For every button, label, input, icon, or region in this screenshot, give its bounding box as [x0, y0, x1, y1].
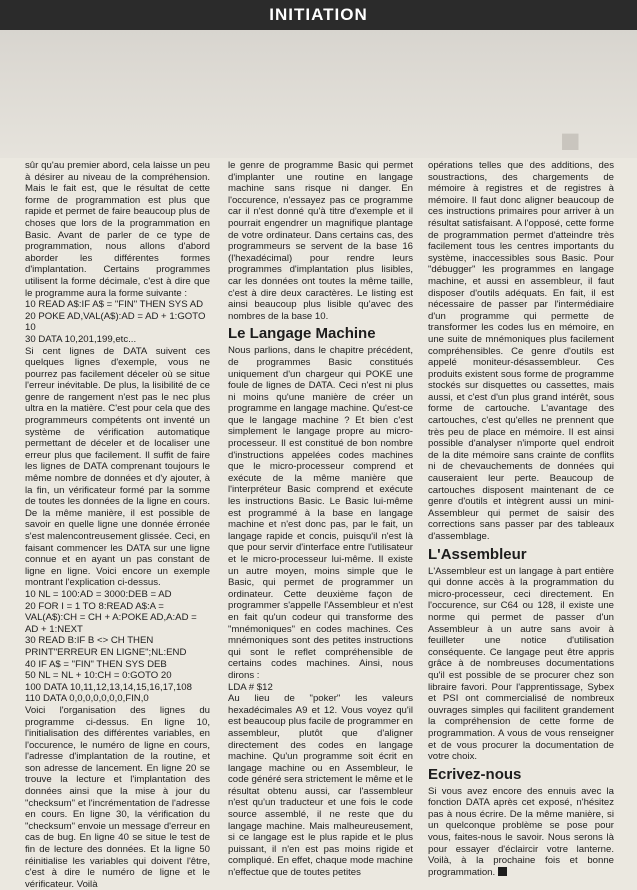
bleed-through-band	[0, 30, 637, 158]
paragraph: opérations telles que des additions, des soustractions, des chargements de mémoire à registres et de registres à mémoire. Il faut donc aligner beaucoup de ces instructions primaires pour arriver à un résultat satisfaisant. A l'opposé, cette forme de programmation permet d'atteindre très facilement tous les centres importants du système, inaccessibles sous Basic. Pour "débugger" les programmes en langage machine, et aussi en assembleur, il faut disposer d'outils adéquats. En fait, il est nécessaire de passer par l'intermédiaire d'un programme qui permette de transformer les codes lus en mémoire, en une suite de mnémoniques plus facilement compréhensibles. Ce genre d'outils est appelé moniteur-désassembleur. Ces produits existent sous forme de programme stockés sur disquettes ou cassettes, mais aussi, et c'est d'un plus grand intérêt, sous forme de cartouche. L'avantage des cartouches, c'est qu'elles ne prennent que très peu de place en mémoire. Il est ainsi possible d'analyser n'importe quel endroit de la dite mémoire sans crainte de conflits ni de chevauchements de données qui causeraient leur perte. Beaucoup de cartouches disposent maintenant de ce genre d'outils et intègrent aussi un mini-Assembleur qui permet de saisir des corrections sans passer par des tableaux d'assemblage.	[428, 160, 614, 542]
text-column-2	[228, 160, 413, 879]
section-heading: Ecrivez-nous	[428, 765, 522, 783]
page-header-bar	[0, 0, 637, 30]
code-listing: 10 NL = 100:AD = 3000:DEB = AD 20 FOR I = 1 TO 8:READ A$:A = VAL(A$):CH = CH + A:POKE AD,A:AD = AD + 1:NEXT 30 READ B:IF B <> CH THEN PRINT"ERREUR EN LIGNE";NL:END 40 IF A$ = "FIN" THEN SYS DEB 50 NL = NL + 10:CH = 0:GOTO 20 100 DATA 10,11,12,13,14,15,16,17,108 110 DATA 0,0,0,0,0,0,0,FIN,0	[25, 588, 197, 705]
text-column-3	[428, 160, 614, 878]
section-title: INITIATION	[269, 5, 368, 24]
code-listing: 10 READ A$:IF A$ = "FIN" THEN SYS AD 20 POKE AD,VAL(A$):AD = AD + 1:GOTO 10 30 DATA 10,201,199,etc...	[25, 299, 206, 345]
paragraph: Au lieu de "poker" les valeurs hexadécimales A9 et 12. Vous voyez qu'il est beaucoup plus facile de programmer en assembleur, plutôt que d'aligner directement des codes en langage machine. Qu'un programme soit écrit en langage machine ou en Assembleur, le code généré sera strictement le même et le résultat obtenu aussi, car l'assembleur n'est qu'un traducteur et une fois le code source assemblé, il ne reste que du langage machine. Mais malheureusement, si ce langage est le plus rapide et le plus puissant, il n'en est pas moins rigide et compliqué. En effet, chaque mode machine n'effectue que de toutes petites	[228, 693, 413, 879]
code-listing: LDA # $12	[228, 681, 273, 693]
section-heading: Le Langage Machine	[228, 325, 376, 343]
end-of-article-mark-icon	[498, 867, 507, 876]
paragraph: Si cent lignes de DATA suivent ces quelques lignes d'exemple, vous ne pourrez pas facilement déceler où se situe l'erreur inévitable. De plus, la lisibilité de ce genre de rangement n'est pas le nec plus ultra en la matière. C'est pour cela que des programmeurs compétents ont inventé un système de vérification automatique permettant de déceler et de localiser une erreur plus que facilement. Il suffit de faire les lignes de DATA comprenant toujours le même nombre de données et d'y ajouter, à la fin, un vérificateur formé par la somme de toutes les données de la ligne en cours. De la même manière, il est possible de savoir en quelle ligne une donnée érronée s'est malencontreusement glissée. Ceci, en faisant commencer les DATA sur une ligne connue et en ayant un pas constant de ligne en ligne. Voici encore un exemple montrant l'explication ci-dessus.	[25, 345, 210, 589]
paragraph: Voici l'organisation des lignes du programme ci-dessus. En ligne 10, l'initialisation des différentes variables, en l'occurence, le numéro de ligne en cours, l'adresse d'implantation de la routine, et son adresse de lancement. En ligne 20 se trouve la lecture et l'implantation des données ainsi que la mise à jour du "checksum" et l'incrémentation de l'adresse en cours. En ligne 30, la vérification du "checksum" envoie un message d'erreur en cas de bug. En ligne 40 se situe le test de fin de lecture des données. Et la ligne 50 réinitialise les variables qui doivent l'être, c'est à dire le numéro de ligne et le vérificateur. Voilà	[25, 704, 210, 890]
paragraph: L'Assembleur est un langage à part entière qui donne accès à la programmation du micro-processeur, ceci directement. En l'occurence, sur C64 ou 128, il existe une norme qui permet de passer d'un Assembleur à un autre sans avoir à feuilleter une notice d'utilisation conséquente. Ce langage peut être appris grâce à de nombreuses documentations qu'il est possible de se procurer chez son libraire favori. Pour l'apprentissage, Sybex et PSI ont commercialisé de nombreux ouvrages simples qui facilitent grandement la compréhension de cette forme de programmation. A vous de vous renseigner et de vous procurer la documentation de votre choix.	[428, 565, 614, 763]
section-heading: L'Assembleur	[428, 545, 527, 563]
bleed-through-shape: ■	[560, 122, 581, 160]
paragraph: le genre de programme Basic qui permet d'implanter une routine en langage machine sans risque ni danger. En l'occurence, n'essayez pas ce programme car il n'est donné qu'à titre d'exemple et il pourrait engendrer un magnifique plantage de votre ordinateur. Dans certains cas, des programmeurs se servent de la base 16 (l'hexadécimal) pour rendre leurs programmes d'implantation plus lisibles, car les données ont toutes la même taille, c'est à dire deux caractères. Le listing est ainsi beaucoup plus lisible qu'avec des nombres de la base 10.	[228, 160, 413, 322]
paragraph: sûr qu'au premier abord, cela laisse un peu à désirer au niveau de la compréhension. Mais le fait est, que le résultat de cette forme de programmation est plus que rapide et permet de faire beaucoup plus de choses que lors de la programmation en Basic. Avant de parler de ce type de programmation, nous allons d'abord aborder les différentes formes d'implantation. Certains programmes utilisent la forme décimale, c'est à dire que le programme aura la forme suivante :	[25, 160, 210, 299]
paragraph-text: Si vous avez encore des ennuis avec la fonction DATA après cet exposé, n'hésitez pas à nous écrire. De la même manière, si un quelconque problème se pose pour vous, faites-nous le savoir. Nous serons là pour essayer d'éclaircir votre lanterne. Voilà, à la prochaine fois et bonne programmation.	[428, 785, 614, 878]
closing-paragraph	[428, 786, 614, 879]
text-column-1	[25, 160, 210, 890]
paragraph: Nous parlions, dans le chapitre précédent, de programmes Basic constitués uniquement d'un chargeur qui POKE une foule de lignes de DATA. Ceci n'est ni plus ni moins qu'une manière de créer un programme en langage machine. Qu'est-ce que le langage machine ? Et bien c'est simplement le langage propre au micro-processeur. Il est constitué de bon nombre d'instructions appelées codes machines que le micro-processeur comprend et exécute de la même manière que l'interpréteur Basic comprend et exécute les instructions Basic. Le Basic lui-même est programmé à la base en langage machine et n'est donc pas, par le fait, un langage rapide et concis, puisqu'il n'est là que pour servir d'interface entre l'utilisateur et le micro-processeur lui-même. Il existe un autre moyen, moins simple que le Basic, qui permet de programmer un ordinateur. Cette deuxième façon de programmer s'appelle l'Assembleur et n'est en fait qu'un codeur qui transforme des "mnémoniques" en codes machines. Ces mnémoniques sont des petites instructions qui sont le reflet compréhensible de certains codes machines. Ainsi, nous dirons :	[228, 345, 413, 681]
